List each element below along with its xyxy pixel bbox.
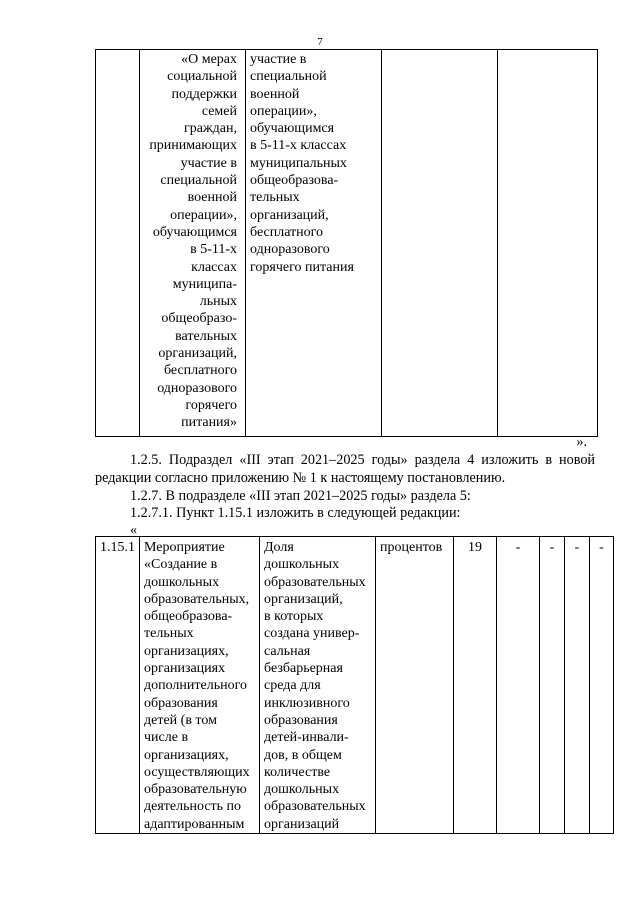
cell-number-empty	[96, 50, 140, 437]
table-row	[96, 537, 614, 834]
paragraph-1-2-7-1: 1.2.7.1. Пункт 1.15.1 изложить в следующей редакции:	[130, 505, 461, 521]
cell-unit-empty	[382, 50, 498, 437]
cell-value-3: -	[540, 537, 565, 834]
cell-item-number: 1.15.1	[96, 537, 140, 834]
paragraph-1-2-7: 1.2.7. В подразделе «III этап 2021–2025 годы» раздела 5:	[130, 488, 471, 504]
cell-value-5: -	[590, 537, 614, 834]
item-1-15-1-table	[95, 536, 614, 834]
continuation-table	[95, 49, 598, 437]
page-number: 7	[317, 36, 323, 48]
cell-indicator-text: участие в специальной военной операции», обучающимся в 5-11-х классах муниципальных общеобразова- тельных организаций, бесплатного одноразового горячего питания	[246, 50, 382, 437]
cell-value-1: 19	[454, 537, 497, 834]
cell-indicator: Доля дошкольных образовательных организаций, в которых создана универ- сальная безбарьерная среда для инклюзивного образования детей-инвали- дов, в общем количестве дошкольных образовательных организаций	[260, 537, 376, 834]
cell-value-empty	[498, 50, 598, 437]
closing-quote: ».	[576, 434, 587, 450]
cell-measure-text: «О мерах социальной поддержки семей граждан, принимающих участие в специальной военной операции», обучающимся в 5-11-х классах муниципа- льных общеобразо- вательных организаций, бесплатного одноразового горячего питания»	[140, 50, 246, 437]
paragraph-1-2-5: 1.2.5. Подраздел «III этап 2021–2025 годы» раздела 4 изложить в новой редакции согласно приложению № 1 к настоящему постановлению.	[95, 452, 595, 486]
opening-quote: «	[130, 522, 138, 538]
cell-measure-description: Мероприятие «Создание в дошкольных образовательных, общеобразова- тельных организациях, организациях дополнительного образования детей (в том числе в организациях, осуществляющих образовательную деятельность по адаптированным	[140, 537, 260, 834]
cell-unit: процентов	[376, 537, 454, 834]
cell-value-4: -	[565, 537, 590, 834]
cell-value-2: -	[497, 537, 540, 834]
table-row	[96, 50, 598, 437]
